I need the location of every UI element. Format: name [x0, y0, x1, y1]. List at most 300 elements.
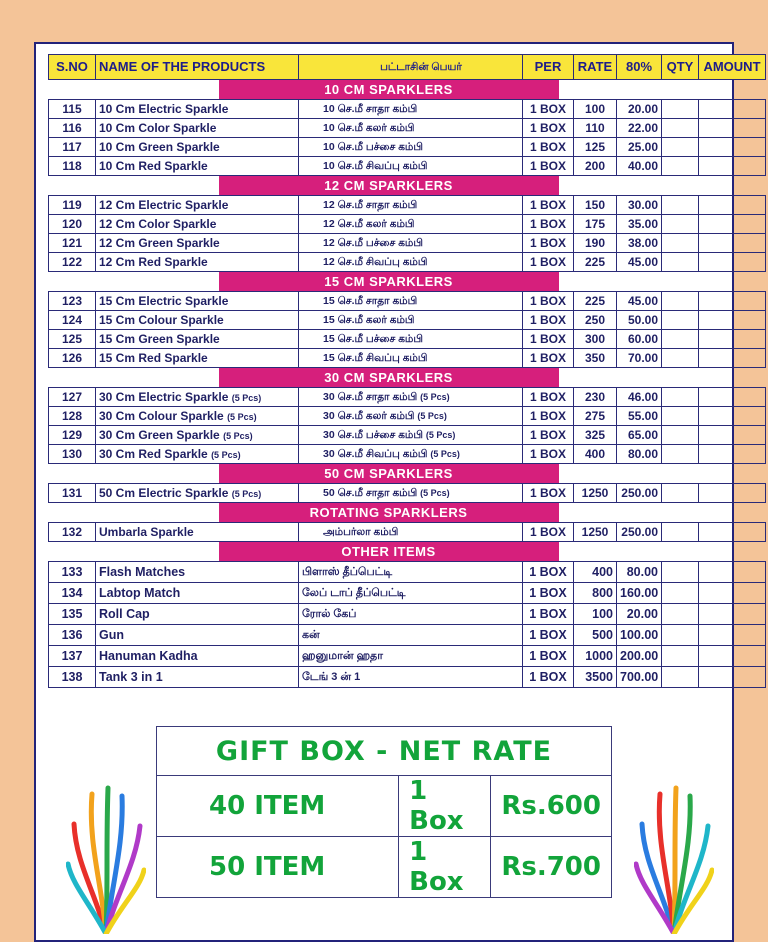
row-qty-cell[interactable] — [662, 604, 699, 625]
row-per: 1 BOX — [523, 604, 574, 625]
product-name-text: 30 Cm Colour Sparkle — [99, 408, 224, 423]
row-product-name — [96, 292, 299, 311]
row-amount-cell — [699, 311, 766, 330]
tamil-name-text: அம்பர்லா கம்பி — [323, 526, 399, 538]
row-per: 1 BOX — [523, 646, 574, 667]
row-product-name — [96, 667, 299, 688]
row-per: 1 BOX — [523, 523, 574, 542]
row-rate: 190 — [574, 234, 617, 253]
row-qty-cell[interactable] — [662, 426, 699, 445]
product-name-text: 15 Cm Colour Sparkle — [99, 313, 224, 327]
table-row — [49, 604, 766, 625]
section-title: OTHER ITEMS — [219, 542, 559, 561]
row-tamil-name — [299, 100, 523, 119]
row-amount-cell — [699, 234, 766, 253]
gift-box-title: GIFT BOX - NET RATE — [157, 727, 612, 776]
row-sno: 117 — [49, 138, 96, 157]
row-amount-cell — [699, 646, 766, 667]
section-header-row — [49, 503, 766, 523]
section-header-row — [49, 464, 766, 484]
row-amount-cell — [699, 157, 766, 176]
row-discount-price: 50.00 — [617, 311, 662, 330]
row-tamil-name — [299, 667, 523, 688]
row-qty-cell[interactable] — [662, 407, 699, 426]
table-row — [49, 138, 766, 157]
row-rate: 325 — [574, 426, 617, 445]
row-rate: 225 — [574, 292, 617, 311]
row-discount-price: 30.00 — [617, 196, 662, 215]
row-sno: 138 — [49, 667, 96, 688]
row-product-name — [96, 157, 299, 176]
row-qty-cell[interactable] — [662, 445, 699, 464]
table-row — [49, 215, 766, 234]
row-rate: 275 — [574, 407, 617, 426]
header-amount: AMOUNT — [699, 55, 766, 80]
tamil-name-text: 12 செ.மீ பச்சை கம்பி — [323, 237, 423, 249]
row-amount-cell — [699, 215, 766, 234]
tamil-name-text: பிளாஸ் தீப்பெட்டி — [302, 566, 393, 578]
row-discount-price: 55.00 — [617, 407, 662, 426]
row-product-name — [96, 388, 299, 407]
row-sno: 126 — [49, 349, 96, 368]
tamil-name-text: 10 செ.மீ பச்சை கம்பி — [323, 141, 423, 153]
gift-box-items: 40 ITEM — [157, 776, 399, 837]
gift-box-row — [157, 837, 612, 898]
row-product-name — [96, 311, 299, 330]
section-title: ROTATING SPARKLERS — [219, 503, 559, 522]
row-amount-cell — [699, 583, 766, 604]
row-tamil-name — [299, 388, 523, 407]
row-qty-cell[interactable] — [662, 583, 699, 604]
section-header-row — [49, 542, 766, 562]
section-header-cell — [49, 503, 766, 523]
tamil-name-text: 15 செ.மீ சாதா கம்பி — [323, 295, 418, 307]
row-sno: 122 — [49, 253, 96, 272]
row-tamil-name — [299, 292, 523, 311]
row-discount-price: 250.00 — [617, 523, 662, 542]
gift-box-per: 1 Box — [399, 837, 491, 898]
row-discount-price: 80.00 — [617, 445, 662, 464]
section-title: 30 CM SPARKLERS — [219, 368, 559, 387]
tamil-name-text: 30 செ.மீ சிவப்பு கம்பி — [323, 448, 428, 460]
product-name-text: 15 Cm Green Sparkle — [99, 332, 220, 346]
row-amount-cell — [699, 388, 766, 407]
row-per: 1 BOX — [523, 445, 574, 464]
row-product-name — [96, 625, 299, 646]
section-header-cell — [49, 368, 766, 388]
row-sno: 123 — [49, 292, 96, 311]
tamil-name-text: லேப் டாப் தீப்பெட்டி — [302, 587, 406, 599]
row-sno: 131 — [49, 484, 96, 503]
row-discount-price: 20.00 — [617, 604, 662, 625]
section-header-cell — [49, 464, 766, 484]
row-tamil-name — [299, 445, 523, 464]
section-header-row — [49, 272, 766, 292]
row-sno: 118 — [49, 157, 96, 176]
row-rate: 225 — [574, 253, 617, 272]
gift-box-per: 1 Box — [399, 776, 491, 837]
row-tamil-name — [299, 426, 523, 445]
header-qty: QTY — [662, 55, 699, 80]
row-amount-cell — [699, 138, 766, 157]
row-amount-cell — [699, 253, 766, 272]
tamil-pack-note: (5 Pcs) — [420, 392, 450, 402]
product-name-text: 30 Cm Electric Sparkle — [99, 389, 229, 404]
row-sno: 136 — [49, 625, 96, 646]
table-row — [49, 349, 766, 368]
row-per: 1 BOX — [523, 215, 574, 234]
tamil-name-text: கன் — [302, 629, 320, 641]
product-name-text: 10 Cm Color Sparkle — [99, 121, 217, 135]
row-amount-cell — [699, 484, 766, 503]
row-per: 1 BOX — [523, 100, 574, 119]
row-product-name — [96, 330, 299, 349]
tamil-name-text: 15 செ.மீ சிவப்பு கம்பி — [323, 352, 428, 364]
table-row — [49, 330, 766, 349]
row-per: 1 BOX — [523, 138, 574, 157]
row-product-name — [96, 484, 299, 503]
row-per: 1 BOX — [523, 407, 574, 426]
row-per: 1 BOX — [523, 562, 574, 583]
tamil-name-text: 30 செ.மீ சாதா கம்பி — [323, 391, 418, 403]
row-discount-price: 35.00 — [617, 215, 662, 234]
header-rate: RATE — [574, 55, 617, 80]
row-tamil-name — [299, 583, 523, 604]
section-header-cell — [49, 176, 766, 196]
row-discount-price: 700.00 — [617, 667, 662, 688]
tamil-name-text: ரோல் கேப் — [302, 608, 357, 620]
row-discount-price: 22.00 — [617, 119, 662, 138]
row-product-name — [96, 407, 299, 426]
product-name-text: 12 Cm Color Sparkle — [99, 217, 217, 231]
product-name-text: 10 Cm Red Sparkle — [99, 159, 208, 173]
row-discount-price: 65.00 — [617, 426, 662, 445]
product-name-text: Roll Cap — [99, 607, 150, 621]
product-name-text: Flash Matches — [99, 565, 186, 579]
table-row — [49, 407, 766, 426]
row-discount-price: 70.00 — [617, 349, 662, 368]
row-per: 1 BOX — [523, 625, 574, 646]
row-tamil-name — [299, 407, 523, 426]
row-amount-cell — [699, 330, 766, 349]
gift-box-price: Rs.700 — [491, 837, 612, 898]
row-rate: 230 — [574, 388, 617, 407]
row-qty-cell[interactable] — [662, 667, 699, 688]
product-name-text: 30 Cm Green Sparkle — [99, 427, 220, 442]
row-tamil-name — [299, 215, 523, 234]
row-qty-cell[interactable] — [662, 234, 699, 253]
tamil-pack-note: (5 Pcs) — [425, 430, 456, 440]
row-product-name — [96, 646, 299, 667]
row-rate: 1250 — [574, 484, 617, 503]
row-discount-price: 20.00 — [617, 100, 662, 119]
row-product-name — [96, 445, 299, 464]
row-product-name — [96, 349, 299, 368]
row-discount-price: 160.00 — [617, 583, 662, 604]
row-sno: 129 — [49, 426, 96, 445]
row-discount-price: 80.00 — [617, 562, 662, 583]
tamil-name-text: டேங் 3 ன் 1 — [302, 671, 361, 683]
row-tamil-name — [299, 253, 523, 272]
row-qty-cell[interactable] — [662, 157, 699, 176]
row-rate: 100 — [574, 604, 617, 625]
row-discount-price: 45.00 — [617, 253, 662, 272]
row-rate: 800 — [574, 583, 617, 604]
tamil-pack-note: (5 Pcs) — [430, 449, 460, 459]
row-rate: 200 — [574, 157, 617, 176]
row-qty-cell[interactable] — [662, 253, 699, 272]
row-qty-cell[interactable] — [662, 311, 699, 330]
row-amount-cell — [699, 562, 766, 583]
row-sno: 127 — [49, 388, 96, 407]
product-name-text: Umbarla Sparkle — [99, 525, 194, 539]
row-per: 1 BOX — [523, 426, 574, 445]
product-pack-note: (5 Pcs) — [223, 430, 253, 441]
row-per: 1 BOX — [523, 292, 574, 311]
row-per: 1 BOX — [523, 119, 574, 138]
row-product-name — [96, 100, 299, 119]
row-per: 1 BOX — [523, 330, 574, 349]
row-qty-cell[interactable] — [662, 196, 699, 215]
row-amount-cell — [699, 523, 766, 542]
table-row — [49, 646, 766, 667]
tamil-name-text: 50 செ.மீ சாதா கம்பி — [323, 487, 418, 499]
table-row — [49, 234, 766, 253]
row-sno: 135 — [49, 604, 96, 625]
section-title: 15 CM SPARKLERS — [219, 272, 559, 291]
row-rate: 3500 — [574, 667, 617, 688]
gift-box-table — [156, 726, 612, 898]
row-product-name — [96, 119, 299, 138]
table-row — [49, 157, 766, 176]
tamil-pack-note: (5 Pcs) — [417, 411, 447, 421]
row-sno: 116 — [49, 119, 96, 138]
row-qty-cell[interactable] — [662, 562, 699, 583]
table-row — [49, 445, 766, 464]
section-header-row — [49, 80, 766, 100]
table-row — [49, 583, 766, 604]
row-tamil-name — [299, 562, 523, 583]
row-qty-cell[interactable] — [662, 100, 699, 119]
row-qty-cell[interactable] — [662, 330, 699, 349]
row-qty-cell[interactable] — [662, 349, 699, 368]
tamil-name-text: 12 செ.மீ சிவப்பு கம்பி — [323, 256, 428, 268]
table-row — [49, 523, 766, 542]
firework-decoration-left — [66, 784, 146, 934]
tamil-name-text: 15 செ.மீ கலர் கம்பி — [323, 314, 415, 326]
row-tamil-name — [299, 523, 523, 542]
row-rate: 250 — [574, 311, 617, 330]
row-per: 1 BOX — [523, 196, 574, 215]
table-row — [49, 292, 766, 311]
row-amount-cell — [699, 349, 766, 368]
row-tamil-name — [299, 646, 523, 667]
table-row — [49, 119, 766, 138]
gift-box-price: Rs.600 — [491, 776, 612, 837]
tamil-pack-note: (5 Pcs) — [420, 488, 450, 498]
row-rate: 400 — [574, 562, 617, 583]
row-qty-cell[interactable] — [662, 388, 699, 407]
row-tamil-name — [299, 234, 523, 253]
table-row — [49, 196, 766, 215]
row-sno: 121 — [49, 234, 96, 253]
row-amount-cell — [699, 119, 766, 138]
row-per: 1 BOX — [523, 484, 574, 503]
row-amount-cell — [699, 667, 766, 688]
product-pack-note: (5 Pcs) — [231, 392, 262, 403]
section-title: 12 CM SPARKLERS — [219, 176, 559, 195]
row-rate: 150 — [574, 196, 617, 215]
header-sno: S.NO — [49, 55, 96, 80]
row-qty-cell[interactable] — [662, 523, 699, 542]
table-row — [49, 100, 766, 119]
row-sno: 137 — [49, 646, 96, 667]
row-discount-price: 40.00 — [617, 157, 662, 176]
row-discount-price: 200.00 — [617, 646, 662, 667]
row-rate: 100 — [574, 100, 617, 119]
row-qty-cell[interactable] — [662, 138, 699, 157]
row-tamil-name — [299, 311, 523, 330]
row-amount-cell — [699, 625, 766, 646]
row-tamil-name — [299, 604, 523, 625]
row-discount-price: 60.00 — [617, 330, 662, 349]
tamil-name-text: 15 செ.மீ பச்சை கம்பி — [323, 333, 423, 345]
row-tamil-name — [299, 330, 523, 349]
table-row — [49, 562, 766, 583]
row-product-name — [96, 523, 299, 542]
product-name-text: 50 Cm Electric Sparkle — [99, 485, 229, 500]
tamil-name-text: 30 செ.மீ பச்சை கம்பி — [323, 429, 423, 441]
product-pack-note: (5 Pcs) — [231, 488, 262, 499]
row-amount-cell — [699, 292, 766, 311]
row-product-name — [96, 426, 299, 445]
row-amount-cell — [699, 604, 766, 625]
row-tamil-name — [299, 349, 523, 368]
price-list-sheet — [34, 42, 761, 942]
header-discount: 80% — [617, 55, 662, 80]
product-pack-note: (5 Pcs) — [227, 411, 257, 422]
row-per: 1 BOX — [523, 234, 574, 253]
table-row — [49, 426, 766, 445]
row-tamil-name — [299, 484, 523, 503]
row-sno: 119 — [49, 196, 96, 215]
tamil-name-text: 10 செ.மீ சிவப்பு கம்பி — [323, 160, 428, 172]
row-per: 1 BOX — [523, 583, 574, 604]
row-sno: 115 — [49, 100, 96, 119]
row-qty-cell[interactable] — [662, 292, 699, 311]
product-name-text: Gun — [99, 628, 124, 642]
tamil-name-text: ஹனுமான் ஹதா — [302, 650, 383, 662]
row-discount-price: 25.00 — [617, 138, 662, 157]
row-product-name — [96, 234, 299, 253]
row-amount-cell — [699, 426, 766, 445]
gift-box-items: 50 ITEM — [157, 837, 399, 898]
row-per: 1 BOX — [523, 311, 574, 330]
row-product-name — [96, 138, 299, 157]
row-sno: 124 — [49, 311, 96, 330]
row-sno: 125 — [49, 330, 96, 349]
section-title: 10 CM SPARKLERS — [219, 80, 559, 99]
section-header-row — [49, 176, 766, 196]
table-row — [49, 625, 766, 646]
row-discount-price: 250.00 — [617, 484, 662, 503]
row-tamil-name — [299, 138, 523, 157]
tamil-name-text: 10 செ.மீ கலர் கம்பி — [323, 122, 415, 134]
product-name-text: 12 Cm Electric Sparkle — [99, 198, 229, 212]
row-product-name — [96, 253, 299, 272]
product-name-text: 10 Cm Green Sparkle — [99, 140, 220, 154]
section-header-row — [49, 368, 766, 388]
row-qty-cell[interactable] — [662, 215, 699, 234]
firework-decoration-right — [634, 784, 714, 934]
row-tamil-name — [299, 625, 523, 646]
table-row — [49, 388, 766, 407]
table-row — [49, 667, 766, 688]
gift-box-row — [157, 776, 612, 837]
row-qty-cell[interactable] — [662, 646, 699, 667]
row-per: 1 BOX — [523, 388, 574, 407]
row-amount-cell — [699, 196, 766, 215]
section-header-cell — [49, 80, 766, 100]
row-sno: 132 — [49, 523, 96, 542]
row-rate: 110 — [574, 119, 617, 138]
row-discount-price: 45.00 — [617, 292, 662, 311]
row-amount-cell — [699, 445, 766, 464]
product-name-text: Hanuman Kadha — [99, 649, 198, 663]
row-discount-price: 38.00 — [617, 234, 662, 253]
row-tamil-name — [299, 119, 523, 138]
product-name-text: Labtop Match — [99, 586, 181, 600]
row-tamil-name — [299, 157, 523, 176]
table-header-row — [49, 55, 766, 80]
product-name-text: Tank 3 in 1 — [99, 670, 163, 684]
row-per: 1 BOX — [523, 349, 574, 368]
row-per: 1 BOX — [523, 253, 574, 272]
row-product-name — [96, 215, 299, 234]
row-rate: 500 — [574, 625, 617, 646]
row-per: 1 BOX — [523, 667, 574, 688]
header-per: PER — [523, 55, 574, 80]
product-name-text: 10 Cm Electric Sparkle — [99, 102, 229, 116]
section-title: 50 CM SPARKLERS — [219, 464, 559, 483]
row-rate: 175 — [574, 215, 617, 234]
price-table — [48, 54, 766, 688]
row-rate: 300 — [574, 330, 617, 349]
table-body — [49, 80, 766, 688]
row-sno: 120 — [49, 215, 96, 234]
row-qty-cell[interactable] — [662, 625, 699, 646]
row-discount-price: 46.00 — [617, 388, 662, 407]
row-rate: 1000 — [574, 646, 617, 667]
row-amount-cell — [699, 100, 766, 119]
row-product-name — [96, 562, 299, 583]
header-product-name: NAME OF THE PRODUCTS — [96, 55, 299, 80]
product-name-text: 15 Cm Red Sparkle — [99, 351, 208, 365]
row-product-name — [96, 583, 299, 604]
product-name-text: 12 Cm Green Sparkle — [99, 236, 220, 250]
row-sno: 133 — [49, 562, 96, 583]
row-qty-cell[interactable] — [662, 484, 699, 503]
section-header-cell — [49, 272, 766, 292]
row-discount-price: 100.00 — [617, 625, 662, 646]
table-row — [49, 484, 766, 503]
row-qty-cell[interactable] — [662, 119, 699, 138]
row-sno: 130 — [49, 445, 96, 464]
row-product-name — [96, 196, 299, 215]
row-rate: 125 — [574, 138, 617, 157]
row-tamil-name — [299, 196, 523, 215]
product-name-text: 12 Cm Red Sparkle — [99, 255, 208, 269]
